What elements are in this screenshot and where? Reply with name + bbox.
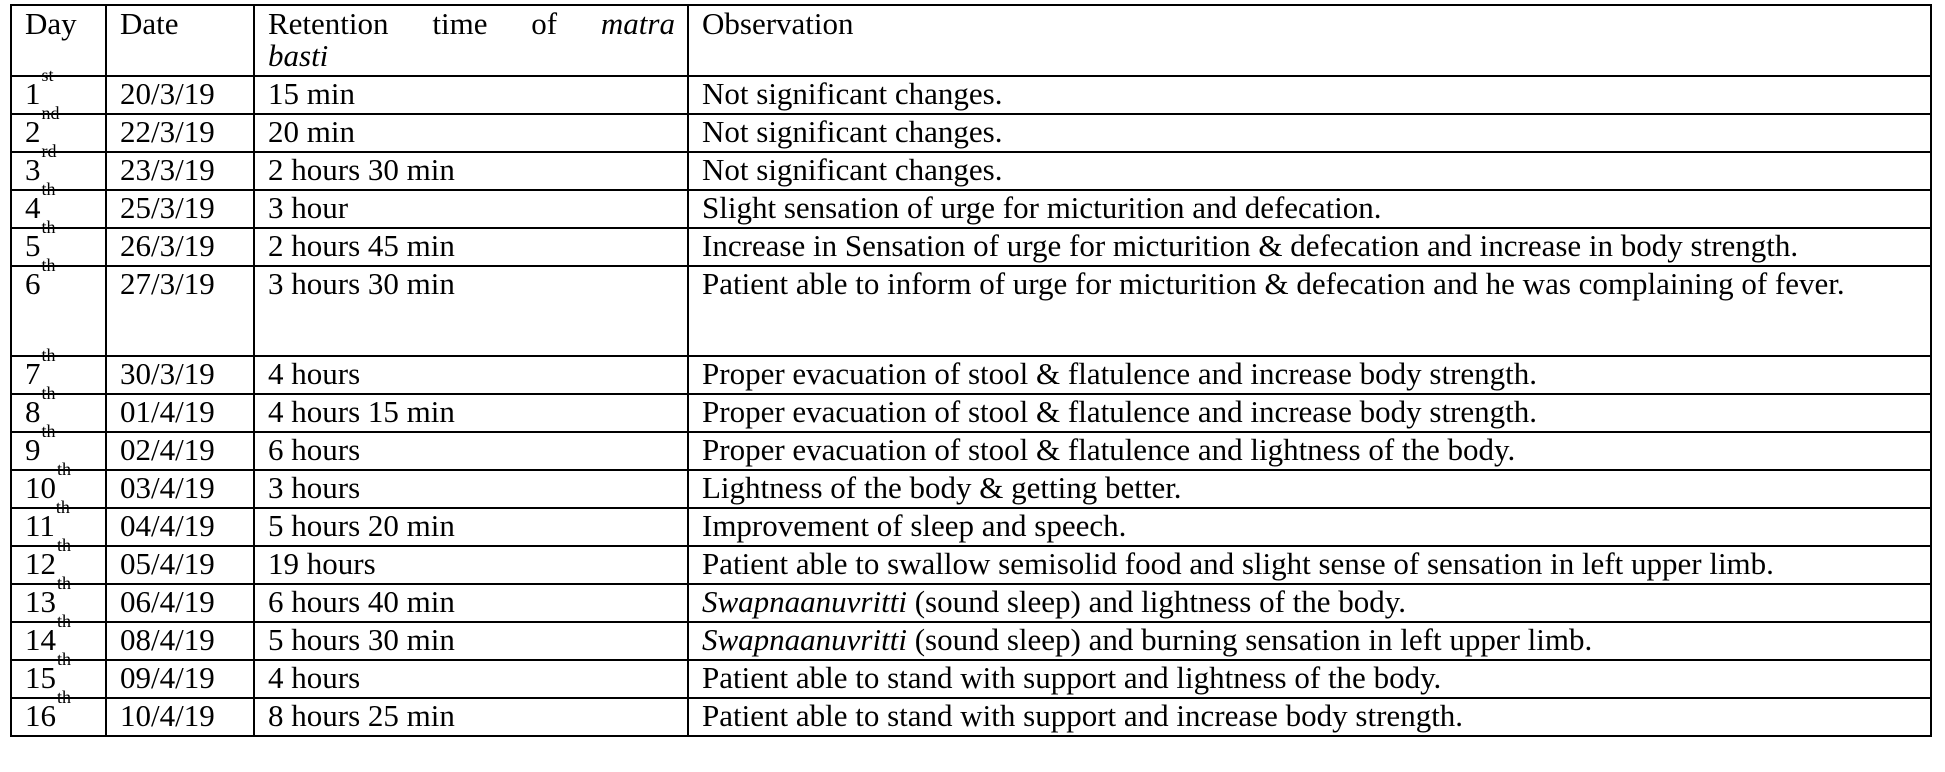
day-cell — [11, 344, 106, 394]
observation-text: (sound sleep) and burning sensation in left upper limb. — [906, 622, 1593, 657]
day-number: 4 — [25, 190, 41, 225]
date-value: 08/4/19 — [120, 622, 215, 657]
day-number: 12 — [25, 546, 56, 581]
date-cell — [106, 698, 254, 736]
retention-time-cell — [254, 432, 688, 470]
column-header-day: Day — [11, 5, 106, 76]
table-row — [11, 432, 1931, 470]
retention-time-value: 4 hours 15 min — [268, 394, 455, 429]
day-number: 1 — [25, 76, 41, 111]
retention-time-value: 20 min — [268, 114, 355, 149]
retention-time-value: 6 hours — [268, 432, 361, 467]
observation-italic-term: Swapnaanuvritti — [702, 622, 907, 657]
date-cell — [106, 470, 254, 508]
table-row — [11, 266, 1931, 356]
date-cell — [106, 356, 254, 394]
observation-cell — [688, 698, 1931, 736]
retention-time-value: 4 hours — [268, 356, 361, 391]
observation-text: Not significant changes. — [702, 152, 1003, 187]
retention-header-italic-word2: basti — [268, 38, 329, 73]
observation-cell — [688, 584, 1931, 622]
observation-cell — [688, 394, 1931, 432]
observation-text: Improvement of sleep and speech. — [702, 508, 1127, 543]
retention-time-cell — [254, 356, 688, 394]
table-row — [11, 470, 1931, 508]
observation-text: Lightness of the body & getting better. — [702, 470, 1182, 505]
date-cell — [106, 266, 254, 356]
observation-cell — [688, 622, 1931, 660]
day-ordinal-suffix: st — [41, 64, 54, 85]
table-row — [11, 584, 1931, 622]
day-ordinal-suffix: th — [41, 254, 56, 275]
observation-cell — [688, 266, 1931, 356]
retention-header-regular-text: Retention time of — [268, 6, 558, 41]
table-header — [11, 5, 1931, 76]
day-number: 16 — [25, 698, 56, 733]
day-cell — [11, 102, 106, 152]
observation-text: (sound sleep) and lightness of the body. — [906, 584, 1407, 619]
observation-text: Proper evacuation of stool & flatulence and increase body strength. — [702, 356, 1538, 391]
date-cell — [106, 114, 254, 152]
table-row — [11, 546, 1931, 584]
day-number: 15 — [25, 660, 56, 695]
observation-cell — [688, 190, 1931, 228]
day-cell — [11, 382, 106, 432]
retention-time-value: 15 min — [268, 76, 355, 111]
column-header-date: Date — [106, 5, 254, 76]
table-row — [11, 660, 1931, 698]
retention-time-value: 4 hours — [268, 660, 361, 695]
retention-time-cell — [254, 394, 688, 432]
retention-time-value: 3 hours 30 min — [268, 266, 455, 301]
day-number: 14 — [25, 622, 56, 657]
retention-time-value: 5 hours 20 min — [268, 508, 455, 543]
date-value: 10/4/19 — [120, 698, 215, 733]
day-number: 11 — [25, 508, 55, 543]
day-ordinal-suffix: th — [41, 344, 56, 365]
date-cell — [106, 546, 254, 584]
column-header-retention-time — [254, 5, 688, 76]
date-value: 27/3/19 — [120, 266, 215, 301]
day-cell — [11, 140, 106, 190]
date-value: 26/3/19 — [120, 228, 215, 263]
observation-cell — [688, 660, 1931, 698]
header-row — [11, 5, 1931, 76]
day-number: 6 — [25, 266, 41, 301]
date-value: 20/3/19 — [120, 76, 215, 111]
observation-text: Patient able to swallow semisolid food and slight sense of sensation in left upper limb. — [702, 546, 1774, 581]
retention-time-cell — [254, 228, 688, 266]
observation-cell — [688, 228, 1931, 266]
date-value: 06/4/19 — [120, 584, 215, 619]
date-value: 03/4/19 — [120, 470, 215, 505]
day-ordinal-suffix: th — [57, 610, 72, 631]
retention-time-value: 3 hours — [268, 470, 361, 505]
date-value: 22/3/19 — [120, 114, 215, 149]
date-value: 04/4/19 — [120, 508, 215, 543]
observation-text: Proper evacuation of stool & flatulence and increase body strength. — [702, 394, 1538, 429]
retention-header-line1 — [268, 8, 675, 40]
table-row — [11, 190, 1931, 228]
day-ordinal-suffix: th — [41, 382, 56, 403]
observation-cell — [688, 356, 1931, 394]
observation-text: Patient able to stand with support and increase body strength. — [702, 698, 1464, 733]
observation-text: Patient able to stand with support and lightness of the body. — [702, 660, 1442, 695]
retention-time-value: 2 hours 30 min — [268, 152, 455, 187]
table-row — [11, 228, 1931, 266]
retention-time-cell — [254, 584, 688, 622]
day-number: 5 — [25, 228, 41, 263]
observation-text: Not significant changes. — [702, 114, 1003, 149]
table-row — [11, 698, 1931, 736]
observation-cell — [688, 114, 1931, 152]
matra-basti-observation-table — [10, 4, 1932, 737]
date-cell — [106, 228, 254, 266]
day-number: 3 — [25, 152, 41, 187]
observation-text: Not significant changes. — [702, 76, 1003, 111]
retention-time-cell — [254, 698, 688, 736]
table-row — [11, 508, 1931, 546]
observation-cell — [688, 546, 1931, 584]
day-cell — [11, 178, 106, 228]
day-number: 10 — [25, 470, 56, 505]
retention-time-cell — [254, 546, 688, 584]
date-value: 25/3/19 — [120, 190, 215, 225]
retention-time-cell — [254, 470, 688, 508]
retention-time-value: 2 hours 45 min — [268, 228, 455, 263]
table-row — [11, 152, 1931, 190]
table-row — [11, 114, 1931, 152]
retention-time-cell — [254, 266, 688, 356]
retention-time-cell — [254, 660, 688, 698]
table-row — [11, 394, 1931, 432]
day-ordinal-suffix: th — [41, 420, 56, 441]
retention-time-value: 6 hours 40 min — [268, 584, 455, 619]
observation-cell — [688, 508, 1931, 546]
day-cell — [11, 216, 106, 266]
day-number: 2 — [25, 114, 41, 149]
observation-text: Patient able to inform of urge for micturition & defecation and he was complaining of fever. — [702, 266, 1845, 301]
retention-time-value: 3 hour — [268, 190, 349, 225]
day-cell — [11, 254, 106, 356]
retention-time-value: 19 hours — [268, 546, 376, 581]
day-ordinal-suffix: th — [41, 178, 56, 199]
date-cell — [106, 76, 254, 114]
date-cell — [106, 190, 254, 228]
observation-italic-term: Swapnaanuvritti — [702, 584, 907, 619]
date-value: 02/4/19 — [120, 432, 215, 467]
retention-header-italic-word1: matra — [600, 6, 675, 41]
day-number: 8 — [25, 394, 41, 429]
date-cell — [106, 152, 254, 190]
observation-cell — [688, 432, 1931, 470]
date-cell — [106, 508, 254, 546]
day-ordinal-suffix: th — [57, 458, 72, 479]
retention-time-value: 5 hours 30 min — [268, 622, 455, 657]
retention-time-cell — [254, 508, 688, 546]
retention-time-cell — [254, 190, 688, 228]
day-number: 13 — [25, 584, 56, 619]
retention-time-cell — [254, 152, 688, 190]
day-ordinal-suffix: th — [57, 534, 72, 555]
day-ordinal-suffix: th — [57, 648, 72, 669]
retention-time-cell — [254, 76, 688, 114]
observation-text: Slight sensation of urge for micturition and defecation. — [702, 190, 1382, 225]
date-cell — [106, 660, 254, 698]
retention-header-line2 — [268, 40, 675, 72]
observation-text: Increase in Sensation of urge for micturition & defecation and increase in body strength. — [702, 228, 1799, 263]
date-value: 23/3/19 — [120, 152, 215, 187]
observation-cell — [688, 76, 1931, 114]
day-ordinal-suffix: th — [57, 686, 72, 707]
table-body — [11, 64, 1931, 736]
date-value: 01/4/19 — [120, 394, 215, 429]
observation-cell — [688, 470, 1931, 508]
day-ordinal-suffix: rd — [41, 140, 57, 161]
date-value: 30/3/19 — [120, 356, 215, 391]
observation-text: Proper evacuation of stool & flatulence and lightness of the body. — [702, 432, 1516, 467]
observation-cell — [688, 152, 1931, 190]
retention-time-value: 8 hours 25 min — [268, 698, 455, 733]
day-ordinal-suffix: th — [41, 216, 56, 237]
table-row — [11, 622, 1931, 660]
table-row — [11, 76, 1931, 114]
date-value: 05/4/19 — [120, 546, 215, 581]
date-cell — [106, 584, 254, 622]
day-ordinal-suffix: th — [55, 496, 70, 517]
table-row — [11, 356, 1931, 394]
retention-time-cell — [254, 114, 688, 152]
day-number: 7 — [25, 356, 41, 391]
column-header-observation: Observation — [688, 5, 1931, 76]
date-cell — [106, 622, 254, 660]
date-cell — [106, 394, 254, 432]
day-ordinal-suffix: nd — [41, 102, 60, 123]
date-value: 09/4/19 — [120, 660, 215, 695]
day-ordinal-suffix: th — [57, 572, 72, 593]
retention-time-cell — [254, 622, 688, 660]
day-number: 9 — [25, 432, 41, 467]
day-cell — [11, 686, 106, 736]
date-cell — [106, 432, 254, 470]
